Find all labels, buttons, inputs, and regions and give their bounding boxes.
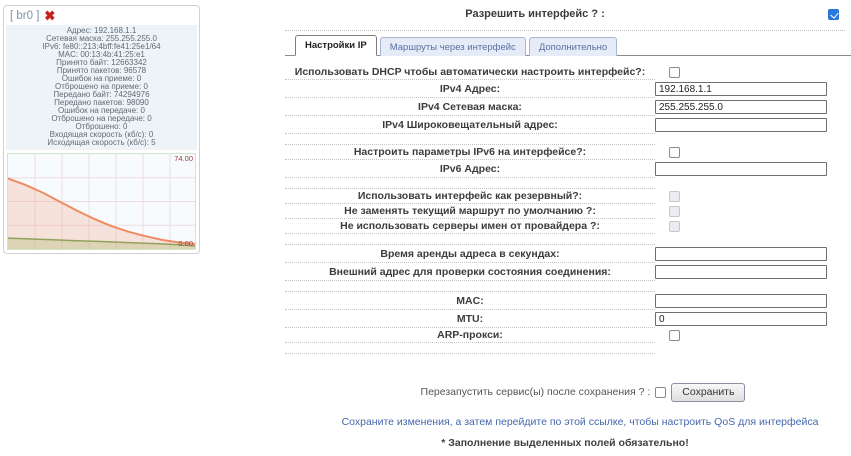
lease-time-input[interactable] [655, 247, 827, 261]
backup-interface-label: Использовать интерфейс как резервный?: [285, 189, 655, 204]
stat-line: Адрес: 192.168.1.1 [66, 26, 137, 35]
ipv4-broadcast-label: IPv4 Широковещательный адрес: [285, 116, 655, 134]
qos-settings-link[interactable]: Сохраните изменения, а затем перейдите по этой ссылке, чтобы настроить QoS для интерфейса [341, 416, 819, 428]
stat-line: Исходящая скорость (кб/с): 5 [47, 138, 156, 147]
ip-settings-form [285, 65, 845, 354]
keep-default-route-checkbox [669, 206, 680, 217]
stat-line: Входящая скорость (кб/с): 0 [49, 130, 154, 139]
delete-interface-icon[interactable]: ✖ [44, 8, 56, 23]
restart-services-checkbox[interactable] [655, 387, 666, 398]
form-row-arp-proxy [285, 328, 845, 343]
form-row-mac [285, 292, 845, 310]
interface-stats-panel [3, 5, 200, 254]
arp-proxy-label: ARP-прокси: [285, 328, 655, 343]
ipv6-address-input[interactable] [655, 162, 827, 176]
ipv4-address-label: IPv4 Адрес: [285, 80, 655, 98]
tab-routes-through-interface[interactable]: Маршруты через интерфейс [380, 37, 526, 56]
stat-line: MAC: 00:13:4b:41:25:e1 [58, 50, 145, 59]
traffic-chart-svg [8, 154, 196, 249]
stat-line: Ошибок на передаче: 0 [58, 106, 145, 115]
enable-interface-checkbox[interactable] [828, 9, 839, 20]
lease-time-label: Время аренды адреса в секундах: [285, 245, 655, 263]
stat-line: Ошибок на приеме: 0 [61, 74, 142, 83]
stat-line: Передано байт: 74294976 [53, 90, 150, 99]
form-row-ignore-provider-dns [285, 219, 845, 234]
form-row-dhcp [285, 65, 845, 80]
ipv4-netmask-input[interactable] [655, 100, 827, 114]
form-row-backup-interface [285, 189, 845, 204]
stat-line: Сетевая маска: 255.255.255.0 [46, 34, 157, 43]
stat-line: Передано пакетов: 98090 [54, 98, 149, 107]
restart-services-label: Перезапустить сервис(ы) после сохранения ? : [420, 386, 651, 398]
form-row-ipv4-broadcast [285, 116, 845, 134]
form-row-ipv4-netmask [285, 98, 845, 116]
enable-interface-label: Разрешить интерфейс ? : [465, 8, 605, 20]
interface-stats-list [6, 25, 197, 150]
chart-ymax-label: 74.00 [174, 154, 193, 163]
form-group-separator [285, 281, 845, 292]
form-row-keep-default-route [285, 204, 845, 219]
mtu-label: MTU: [285, 310, 655, 328]
save-button[interactable]: Сохранить [671, 383, 745, 402]
ipv4-broadcast-input[interactable] [655, 118, 827, 132]
form-group-separator [285, 178, 845, 189]
qos-link-row [297, 412, 851, 430]
ipv6-address-label: IPv6 Адрес: [285, 160, 655, 178]
mac-label: MAC: [285, 292, 655, 310]
form-row-ipv4-address [285, 80, 845, 98]
form-group-separator [285, 234, 845, 245]
ipv4-netmask-label: IPv4 Сетевая маска: [285, 98, 655, 116]
stat-line: Принято пакетов: 96578 [56, 66, 147, 75]
tab-bar [285, 37, 851, 56]
dhcp-checkbox[interactable] [669, 67, 680, 78]
form-row-ipv6-enable [285, 145, 845, 160]
backup-interface-checkbox [669, 191, 680, 202]
dhcp-label: Использовать DHCP чтобы автоматически настроить интерфейс?: [285, 65, 655, 80]
interface-name: [ br0 ] [10, 10, 40, 22]
form-row-ipv6-address [285, 160, 845, 178]
stat-line: IPv6: fe80::213:4bff:fe41:25e1/64 [42, 42, 161, 51]
keep-default-route-label: Не заменять текущий маршрут по умолчанию ?: [285, 204, 655, 219]
tab-advanced[interactable]: Дополнительно [529, 37, 617, 56]
required-fields-note: * Заполнение выделенных полей обязательно! [441, 437, 689, 449]
external-check-address-input[interactable] [655, 265, 827, 279]
stat-line: Отброшено на приеме: 0 [55, 82, 148, 91]
form-row-lease-time [285, 245, 845, 263]
interface-panel-header [6, 8, 197, 25]
form-row-mtu [285, 310, 845, 328]
ignore-provider-dns-checkbox [669, 221, 680, 232]
external-check-address-label: Внешний адрес для проверки состояния соединения: [285, 263, 655, 281]
form-row-external-check-address [285, 263, 845, 281]
tab-ip-settings[interactable]: Настройки IP [295, 35, 377, 56]
traffic-chart [7, 153, 196, 250]
arp-proxy-checkbox[interactable] [669, 330, 680, 341]
chart-ymin-label: 0.00 [178, 239, 193, 248]
stat-line: Принято байт: 12663342 [56, 58, 147, 67]
mtu-input[interactable] [655, 312, 827, 326]
stat-line: Отброшено: 0 [75, 122, 128, 131]
ipv4-address-input[interactable] [655, 82, 827, 96]
form-group-separator [285, 343, 845, 354]
form-group-separator [285, 134, 845, 145]
ignore-provider-dns-label: Не использовать серверы имен от провайдера ?: [285, 219, 655, 234]
ipv6-enable-label: Настроить параметры IPv6 на интерфейсе?: [285, 145, 655, 160]
ipv6-enable-checkbox[interactable] [669, 147, 680, 158]
save-row [303, 382, 851, 402]
enable-interface-row [285, 4, 845, 31]
mac-input[interactable] [655, 294, 827, 308]
stat-line: Отброшено на передаче: 0 [51, 114, 152, 123]
